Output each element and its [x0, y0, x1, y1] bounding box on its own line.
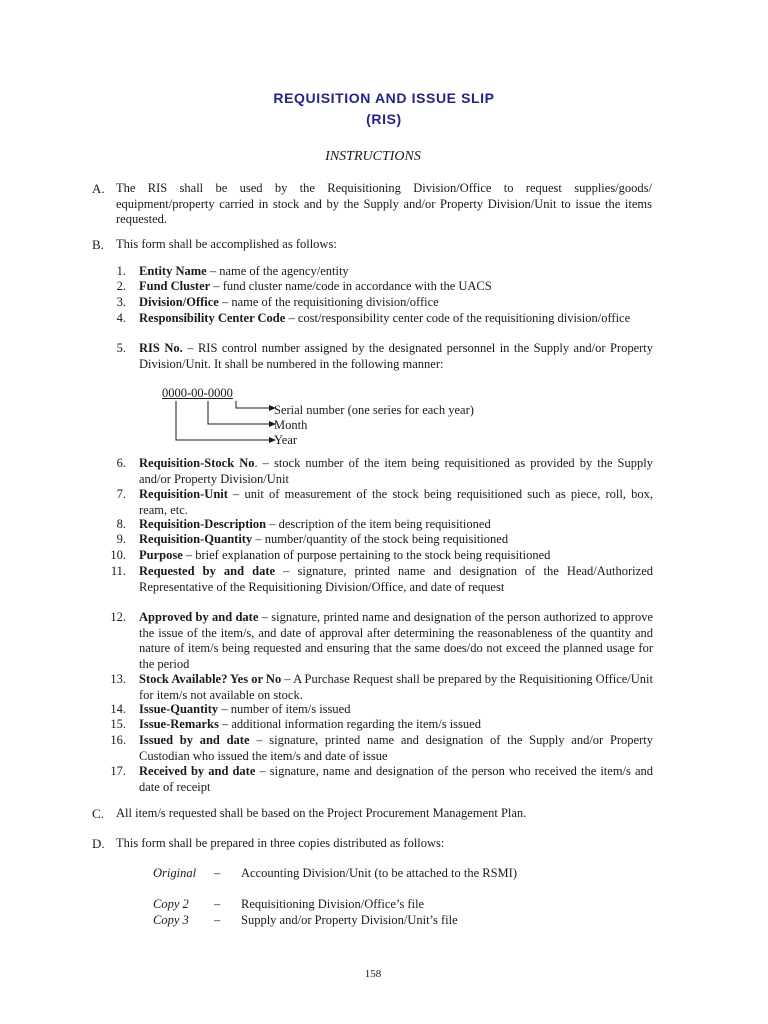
item-number: 3.	[116, 295, 126, 309]
item-term: Requisition-Description	[139, 517, 267, 531]
ris-serial-digits: 0000	[207, 386, 233, 400]
item-desc: – cost/responsibility center code of the requisitioning division/office	[285, 311, 631, 325]
item-number: 14.	[110, 702, 126, 716]
ris-separator: -	[203, 386, 208, 400]
item-number: 16.	[110, 733, 126, 747]
list-item	[139, 548, 653, 564]
item-desc: – number of item/s issued	[218, 702, 351, 716]
item-term: Issue-Remarks	[139, 717, 219, 731]
item-desc: – signature, name and designation of the person who received the item/s and date of receipt	[139, 764, 653, 794]
item-term: Purpose	[139, 548, 183, 562]
list-item	[139, 702, 653, 718]
item-desc: – description of the item being requisitioned	[266, 517, 491, 531]
section-a-letter: A.	[92, 181, 105, 196]
item-term: RIS No.	[139, 341, 183, 355]
copy-destination: Supply and/or Property Division/Unit’s file	[241, 913, 458, 927]
item-number: 17.	[110, 764, 126, 778]
page-subtitle: (RIS)	[366, 111, 402, 127]
item-term: Stock Available? Yes or No	[139, 672, 282, 686]
item-desc: – name of the requisitioning division/office	[218, 295, 439, 309]
item-desc: – A Purchase Request shall be prepared by the Requisitioning Office/Unit for item/s not available on stock.	[139, 672, 653, 702]
ris-separator: -	[187, 386, 192, 400]
list-item	[139, 517, 653, 533]
item-term: Requisition-Stock No	[139, 456, 255, 470]
page-title: REQUISITION AND ISSUE SLIP	[273, 90, 495, 106]
copy-dash: –	[214, 866, 221, 880]
item-number: 9.	[116, 532, 126, 546]
item-term: Division/Office	[139, 295, 219, 309]
item-desc: – brief explanation of purpose pertaining to the stock being requisitioned	[182, 548, 551, 562]
copy-destination: Accounting Division/Unit (to be attached to the RSMI)	[241, 866, 517, 880]
item-desc: . – stock number of the item being requisitioned as provided by the Supply and/or Property Division/Unit	[139, 456, 653, 486]
item-number: 8.	[116, 517, 126, 531]
section-d-letter: D.	[92, 836, 105, 851]
item-term: Approved by and date	[139, 610, 259, 624]
item-term: Requested by and date	[139, 564, 276, 578]
item-desc: – number/quantity of the stock being requisitioned	[252, 532, 509, 546]
item-desc: – fund cluster name/code in accordance with the UACS	[210, 279, 492, 293]
item-number: 12.	[110, 610, 126, 624]
item-term: Requisition-Quantity	[139, 532, 253, 546]
section-b-letter: B.	[92, 237, 104, 252]
item-desc: – signature, printed name and designation of the Head/Authorized Representative of the Requisitioning Division/Office, and date of request	[139, 564, 653, 594]
copy-destination: Requisitioning Division/Office’s file	[241, 897, 425, 911]
list-item	[139, 610, 653, 672]
item-term: Responsibility Center Code	[139, 311, 286, 325]
item-term: Issue-Quantity	[139, 702, 219, 716]
month-label: Month	[274, 418, 308, 432]
item-desc: – name of the agency/entity	[206, 264, 349, 278]
list-item	[139, 672, 653, 703]
list-item	[139, 764, 653, 795]
item-number: 5.	[116, 341, 126, 355]
instructions-heading: INSTRUCTIONS	[325, 149, 421, 164]
list-item	[139, 733, 653, 764]
ris-month-digits: 00	[191, 386, 204, 400]
item-number: 11.	[110, 564, 126, 578]
item-desc: – unit of measurement of the stock being requisitioned such as piece, roll, box, ream, etc.	[139, 487, 653, 517]
item-number: 7.	[116, 487, 126, 501]
list-item	[139, 532, 653, 548]
section-c-letter: C.	[92, 806, 104, 821]
item-term: Fund Cluster	[139, 279, 211, 293]
item-number: 1.	[116, 264, 126, 278]
section-a-text: The RIS shall be used by the Requisitioning Division/Office to request supplies/goods/ equipment/property carried in stock and by the Supply and/or Property Division/Unit to issue the items requested.	[116, 181, 652, 226]
item-term: Issued by and date	[139, 733, 250, 747]
copy-label: Copy 3	[153, 913, 189, 927]
item-term: Received by and date	[139, 764, 256, 778]
list-item	[139, 456, 653, 487]
item-number: 6.	[116, 456, 126, 470]
item-number: 15.	[110, 717, 126, 731]
copy-label: Copy 2	[153, 897, 189, 911]
list-item	[139, 487, 653, 518]
item-desc: – signature, printed name and designation of the person authorized to approve the issue of the item/s, and date of approval after determining the reasonableness of the quantity and nature of item/s being requested and ensuring that the same does/do not exceed the planned usage for the period	[139, 610, 653, 671]
item-term: Entity Name	[139, 264, 207, 278]
year-label: Year	[274, 433, 298, 447]
item-number: 10.	[110, 548, 126, 562]
section-d-text: This form shall be prepared in three copies distributed as follows:	[116, 836, 445, 850]
copy-dash: –	[214, 913, 221, 927]
ris-year-digits: 0000	[162, 386, 187, 400]
item-number: 4.	[116, 311, 126, 325]
section-b-text: This form shall be accomplished as follows:	[116, 237, 337, 251]
item-desc: – signature, printed name and designation of the Supply and/or Property Custodian who issued the item/s and date of issue	[139, 733, 653, 763]
list-item	[139, 717, 653, 733]
item-number: 2.	[116, 279, 126, 293]
copy-label: Original	[153, 866, 197, 880]
item-desc: – RIS control number assigned by the designated personnel in the Supply and/or Property Division/Unit. It shall be numbered in the following manner:	[139, 341, 654, 371]
item-desc: – additional information regarding the item/s issued	[218, 717, 481, 731]
item-number: 13.	[110, 672, 126, 686]
list-item	[139, 564, 653, 595]
serial-label: Serial number (one series for each year)	[274, 403, 474, 417]
section-c-text: All item/s requested shall be based on the Project Procurement Management Plan.	[116, 806, 527, 820]
copy-dash: –	[214, 897, 221, 911]
item-term: Requisition-Unit	[139, 487, 228, 501]
page-number: 158	[364, 968, 382, 980]
